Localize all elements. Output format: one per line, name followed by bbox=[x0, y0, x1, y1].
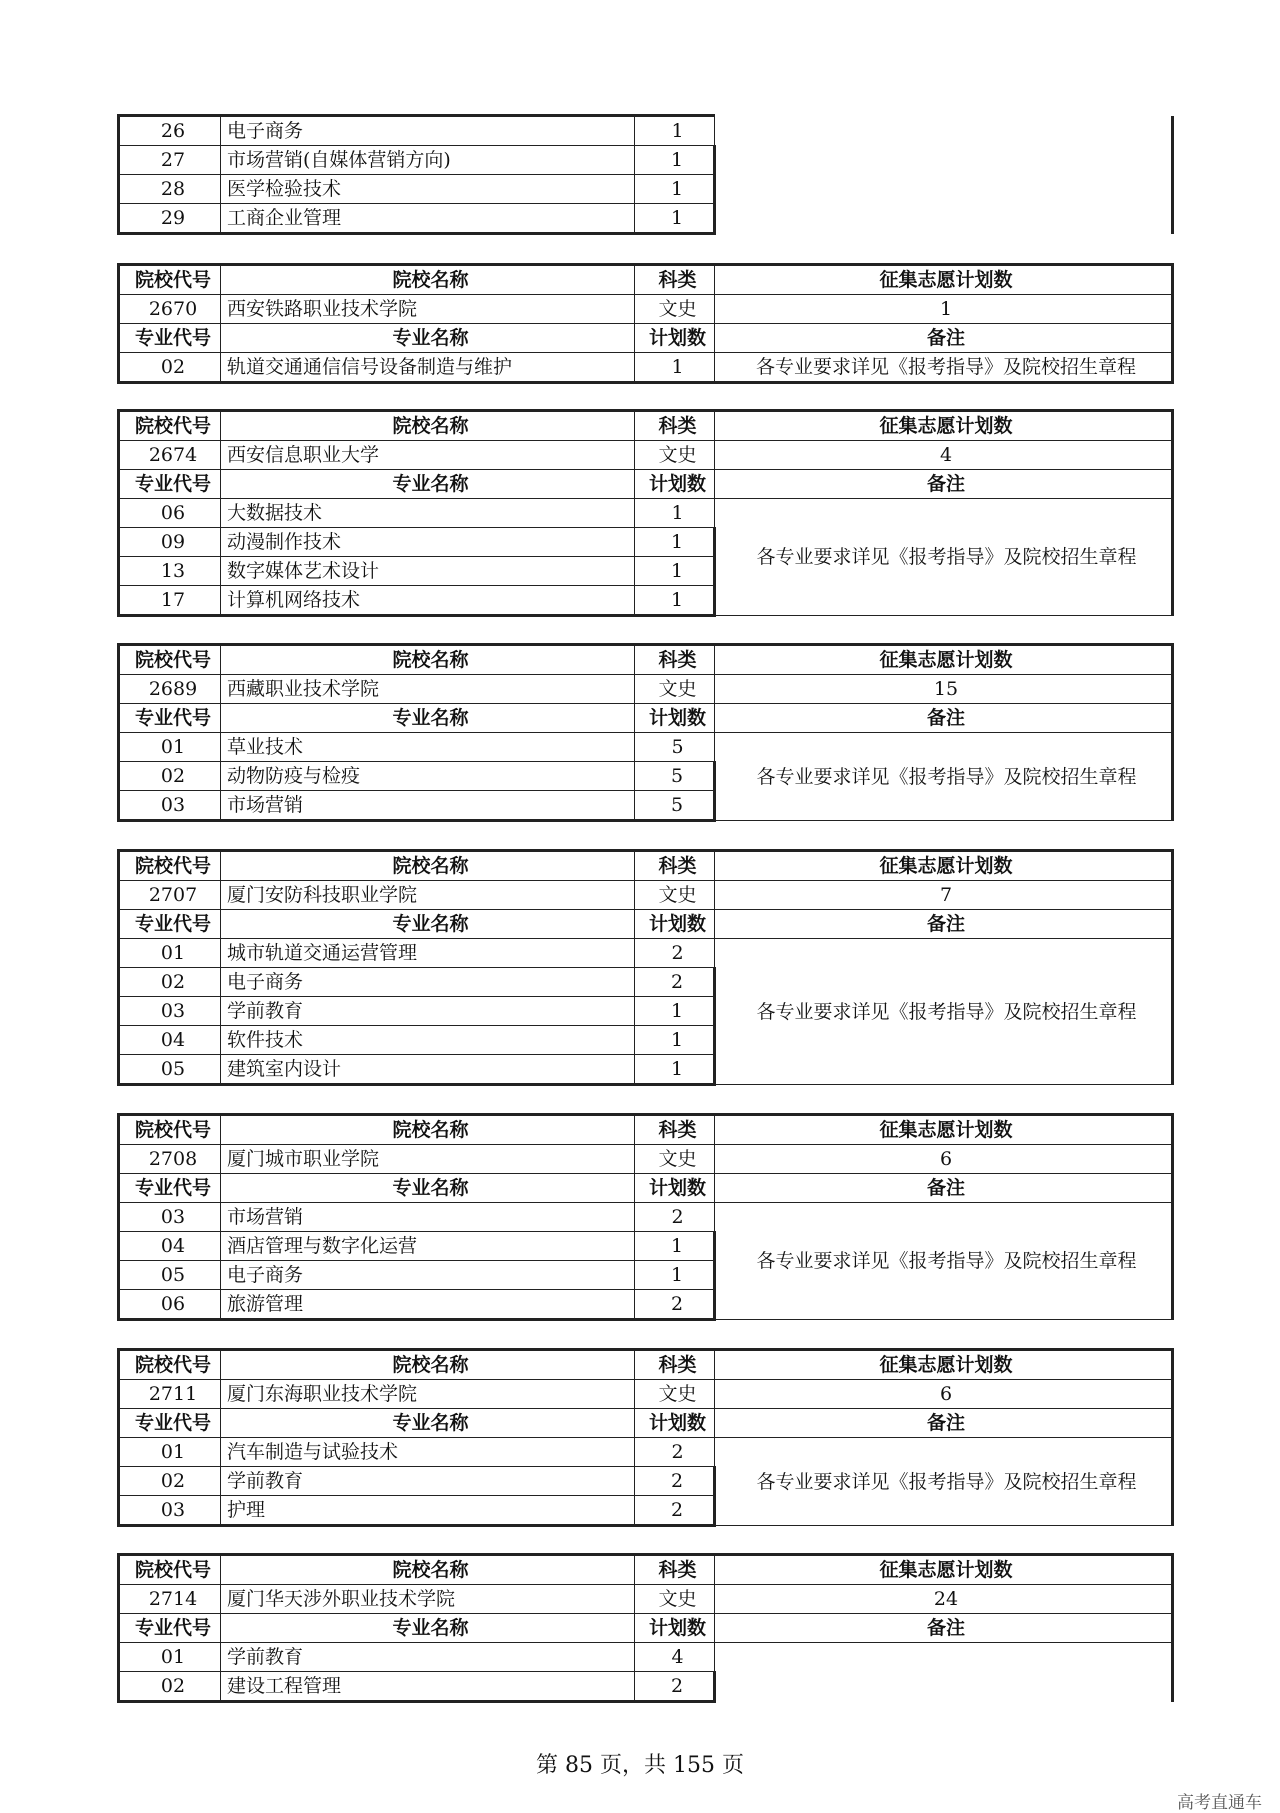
major-count: 1 bbox=[635, 204, 715, 234]
school-plan-total: 1 bbox=[715, 295, 1173, 324]
major-name: 电子商务 bbox=[221, 116, 635, 146]
major-code: 04 bbox=[119, 1026, 221, 1055]
header-category: 科类 bbox=[635, 1350, 715, 1380]
header-plan-count: 计划数 bbox=[635, 910, 715, 939]
header-category: 科类 bbox=[635, 1555, 715, 1585]
major-name: 学前教育 bbox=[221, 997, 635, 1026]
header-school-code: 院校代号 bbox=[119, 851, 221, 881]
major-name: 酒店管理与数字化运营 bbox=[221, 1232, 635, 1261]
school-category: 文史 bbox=[635, 1585, 715, 1614]
major-name: 市场营销 bbox=[221, 1203, 635, 1232]
header-major-code: 专业代号 bbox=[119, 324, 221, 353]
header-major-name: 专业名称 bbox=[221, 704, 635, 733]
table-row bbox=[119, 704, 1173, 733]
header-major-code: 专业代号 bbox=[119, 1409, 221, 1438]
header-remarks: 备注 bbox=[715, 1409, 1173, 1438]
school-name: 厦门华天涉外职业技术学院 bbox=[221, 1585, 635, 1614]
school-code: 2670 bbox=[119, 295, 221, 324]
major-code: 29 bbox=[119, 204, 221, 234]
major-count: 2 bbox=[635, 968, 715, 997]
major-name: 市场营销(自媒体营销方向) bbox=[221, 146, 635, 175]
major-code: 06 bbox=[119, 1290, 221, 1320]
table-row bbox=[119, 1380, 1173, 1409]
table-row bbox=[119, 470, 1173, 499]
major-count: 1 bbox=[635, 997, 715, 1026]
major-count: 2 bbox=[635, 1290, 715, 1320]
school-name: 厦门安防科技职业学院 bbox=[221, 881, 635, 910]
continuation-table bbox=[117, 114, 1174, 235]
major-count: 2 bbox=[635, 1467, 715, 1496]
school-table bbox=[117, 263, 1174, 384]
major-name: 学前教育 bbox=[221, 1643, 635, 1672]
major-code: 26 bbox=[119, 116, 221, 146]
watermark: 高考直通车 bbox=[1177, 1793, 1262, 1813]
major-count: 1 bbox=[635, 116, 715, 146]
header-school-code: 院校代号 bbox=[119, 265, 221, 295]
major-name: 建筑室内设计 bbox=[221, 1055, 635, 1085]
header-school-name: 院校名称 bbox=[221, 1115, 635, 1145]
major-code: 03 bbox=[119, 1496, 221, 1526]
school-plan-total: 7 bbox=[715, 881, 1173, 910]
header-plan-total: 征集志愿计划数 bbox=[715, 1350, 1173, 1380]
school-table bbox=[117, 1348, 1174, 1527]
header-school-name: 院校名称 bbox=[221, 411, 635, 441]
header-school-code: 院校代号 bbox=[119, 1350, 221, 1380]
table-row bbox=[119, 1585, 1173, 1614]
school-plan-total: 4 bbox=[715, 441, 1173, 470]
table-row bbox=[119, 1115, 1173, 1145]
table-row bbox=[119, 499, 1173, 528]
header-remarks: 备注 bbox=[715, 1614, 1173, 1643]
major-count: 1 bbox=[635, 1261, 715, 1290]
major-code: 17 bbox=[119, 586, 221, 616]
table-row bbox=[119, 675, 1173, 704]
major-name: 城市轨道交通运营管理 bbox=[221, 939, 635, 968]
school-code: 2707 bbox=[119, 881, 221, 910]
school-name: 厦门东海职业技术学院 bbox=[221, 1380, 635, 1409]
header-school-code: 院校代号 bbox=[119, 411, 221, 441]
school-category: 文史 bbox=[635, 295, 715, 324]
major-code: 01 bbox=[119, 733, 221, 762]
school-name: 西藏职业技术学院 bbox=[221, 675, 635, 704]
major-code: 02 bbox=[119, 1672, 221, 1702]
major-count: 1 bbox=[635, 586, 715, 616]
major-name: 建设工程管理 bbox=[221, 1672, 635, 1702]
major-name: 护理 bbox=[221, 1496, 635, 1526]
major-count: 1 bbox=[635, 499, 715, 528]
header-remarks: 备注 bbox=[715, 910, 1173, 939]
table-row bbox=[119, 1174, 1173, 1203]
school-plan-total: 24 bbox=[715, 1585, 1173, 1614]
header-major-code: 专业代号 bbox=[119, 910, 221, 939]
major-code: 27 bbox=[119, 146, 221, 175]
header-plan-total: 征集志愿计划数 bbox=[715, 1115, 1173, 1145]
remarks-note: 各专业要求详见《报考指导》及院校招生章程 bbox=[715, 499, 1173, 616]
major-count: 2 bbox=[635, 1203, 715, 1232]
major-name: 软件技术 bbox=[221, 1026, 635, 1055]
header-major-code: 专业代号 bbox=[119, 1174, 221, 1203]
school-code: 2674 bbox=[119, 441, 221, 470]
remarks-note: 各专业要求详见《报考指导》及院校招生章程 bbox=[715, 353, 1173, 383]
header-remarks: 备注 bbox=[715, 1174, 1173, 1203]
header-major-code: 专业代号 bbox=[119, 470, 221, 499]
major-name: 草业技术 bbox=[221, 733, 635, 762]
table-row bbox=[119, 1350, 1173, 1380]
remarks-note: 各专业要求详见《报考指导》及院校招生章程 bbox=[715, 939, 1173, 1085]
major-code: 05 bbox=[119, 1055, 221, 1085]
table-row bbox=[119, 1438, 1173, 1467]
header-remarks: 备注 bbox=[715, 470, 1173, 499]
school-code: 2711 bbox=[119, 1380, 221, 1409]
header-major-name: 专业名称 bbox=[221, 1174, 635, 1203]
major-name: 数字媒体艺术设计 bbox=[221, 557, 635, 586]
header-plan-total: 征集志愿计划数 bbox=[715, 265, 1173, 295]
table-row bbox=[119, 881, 1173, 910]
header-category: 科类 bbox=[635, 851, 715, 881]
table-row bbox=[119, 411, 1173, 441]
table-row bbox=[119, 116, 1173, 146]
header-major-code: 专业代号 bbox=[119, 1614, 221, 1643]
major-count: 1 bbox=[635, 146, 715, 175]
major-code: 02 bbox=[119, 762, 221, 791]
major-name: 医学检验技术 bbox=[221, 175, 635, 204]
major-code: 28 bbox=[119, 175, 221, 204]
header-school-code: 院校代号 bbox=[119, 645, 221, 675]
major-count: 4 bbox=[635, 1643, 715, 1672]
table-row bbox=[119, 1643, 1173, 1672]
school-category: 文史 bbox=[635, 441, 715, 470]
major-count: 1 bbox=[635, 557, 715, 586]
school-code: 2689 bbox=[119, 675, 221, 704]
major-code: 13 bbox=[119, 557, 221, 586]
major-code: 01 bbox=[119, 939, 221, 968]
table-row bbox=[119, 1145, 1173, 1174]
school-code: 2708 bbox=[119, 1145, 221, 1174]
major-name: 学前教育 bbox=[221, 1467, 635, 1496]
major-name: 汽车制造与试验技术 bbox=[221, 1438, 635, 1467]
header-plan-total: 征集志愿计划数 bbox=[715, 1555, 1173, 1585]
school-category: 文史 bbox=[635, 675, 715, 704]
table-row bbox=[119, 295, 1173, 324]
major-name: 市场营销 bbox=[221, 791, 635, 821]
remarks-empty bbox=[715, 1643, 1173, 1702]
header-school-name: 院校名称 bbox=[221, 645, 635, 675]
school-code: 2714 bbox=[119, 1585, 221, 1614]
school-name: 厦门城市职业学院 bbox=[221, 1145, 635, 1174]
major-code: 02 bbox=[119, 1467, 221, 1496]
header-remarks: 备注 bbox=[715, 704, 1173, 733]
major-count: 5 bbox=[635, 733, 715, 762]
header-school-code: 院校代号 bbox=[119, 1115, 221, 1145]
page-footer: 第 85 页，共 155 页 bbox=[536, 1753, 744, 1778]
table-row bbox=[119, 324, 1173, 353]
school-name: 西安信息职业大学 bbox=[221, 441, 635, 470]
major-code: 06 bbox=[119, 499, 221, 528]
major-name: 大数据技术 bbox=[221, 499, 635, 528]
school-plan-total: 6 bbox=[715, 1380, 1173, 1409]
major-count: 5 bbox=[635, 791, 715, 821]
header-major-name: 专业名称 bbox=[221, 1614, 635, 1643]
school-table bbox=[117, 409, 1174, 617]
header-school-name: 院校名称 bbox=[221, 1555, 635, 1585]
header-major-name: 专业名称 bbox=[221, 1409, 635, 1438]
major-count: 2 bbox=[635, 1438, 715, 1467]
table-row bbox=[119, 733, 1173, 762]
table-row bbox=[119, 1203, 1173, 1232]
major-count: 1 bbox=[635, 353, 715, 383]
major-code: 01 bbox=[119, 1438, 221, 1467]
school-name: 西安铁路职业技术学院 bbox=[221, 295, 635, 324]
header-plan-total: 征集志愿计划数 bbox=[715, 851, 1173, 881]
table-row bbox=[119, 1614, 1173, 1643]
header-category: 科类 bbox=[635, 645, 715, 675]
major-code: 01 bbox=[119, 1643, 221, 1672]
school-table bbox=[117, 849, 1174, 1086]
major-name: 动物防疫与检疫 bbox=[221, 762, 635, 791]
header-plan-count: 计划数 bbox=[635, 1174, 715, 1203]
major-code: 03 bbox=[119, 791, 221, 821]
header-category: 科类 bbox=[635, 411, 715, 441]
major-count: 2 bbox=[635, 1496, 715, 1526]
major-code: 03 bbox=[119, 997, 221, 1026]
remarks-empty bbox=[715, 116, 1173, 234]
header-school-name: 院校名称 bbox=[221, 265, 635, 295]
school-plan-total: 15 bbox=[715, 675, 1173, 704]
remarks-note: 各专业要求详见《报考指导》及院校招生章程 bbox=[715, 1438, 1173, 1526]
major-count: 1 bbox=[635, 528, 715, 557]
school-category: 文史 bbox=[635, 1145, 715, 1174]
major-name: 轨道交通通信信号设备制造与维护 bbox=[221, 353, 635, 383]
header-school-name: 院校名称 bbox=[221, 851, 635, 881]
major-code: 05 bbox=[119, 1261, 221, 1290]
major-code: 02 bbox=[119, 353, 221, 383]
header-category: 科类 bbox=[635, 265, 715, 295]
header-plan-count: 计划数 bbox=[635, 704, 715, 733]
major-count: 1 bbox=[635, 1055, 715, 1085]
header-plan-total: 征集志愿计划数 bbox=[715, 645, 1173, 675]
header-plan-count: 计划数 bbox=[635, 470, 715, 499]
header-major-name: 专业名称 bbox=[221, 324, 635, 353]
header-remarks: 备注 bbox=[715, 324, 1173, 353]
header-plan-count: 计划数 bbox=[635, 1614, 715, 1643]
table-row bbox=[119, 1555, 1173, 1585]
major-name: 动漫制作技术 bbox=[221, 528, 635, 557]
school-table bbox=[117, 1113, 1174, 1321]
header-school-code: 院校代号 bbox=[119, 1555, 221, 1585]
school-table bbox=[117, 1553, 1174, 1703]
header-plan-count: 计划数 bbox=[635, 1409, 715, 1438]
major-name: 计算机网络技术 bbox=[221, 586, 635, 616]
header-major-name: 专业名称 bbox=[221, 470, 635, 499]
school-category: 文史 bbox=[635, 1380, 715, 1409]
major-name: 旅游管理 bbox=[221, 1290, 635, 1320]
remarks-note: 各专业要求详见《报考指导》及院校招生章程 bbox=[715, 1203, 1173, 1320]
table-row bbox=[119, 441, 1173, 470]
major-count: 5 bbox=[635, 762, 715, 791]
major-code: 04 bbox=[119, 1232, 221, 1261]
major-count: 1 bbox=[635, 1026, 715, 1055]
header-school-name: 院校名称 bbox=[221, 1350, 635, 1380]
major-code: 02 bbox=[119, 968, 221, 997]
major-name: 电子商务 bbox=[221, 1261, 635, 1290]
school-plan-total: 6 bbox=[715, 1145, 1173, 1174]
major-code: 09 bbox=[119, 528, 221, 557]
table-row bbox=[119, 1409, 1173, 1438]
major-name: 电子商务 bbox=[221, 968, 635, 997]
major-count: 2 bbox=[635, 1672, 715, 1702]
table-row bbox=[119, 265, 1173, 295]
major-name: 工商企业管理 bbox=[221, 204, 635, 234]
header-plan-total: 征集志愿计划数 bbox=[715, 411, 1173, 441]
header-plan-count: 计划数 bbox=[635, 324, 715, 353]
major-count: 1 bbox=[635, 1232, 715, 1261]
table-row bbox=[119, 910, 1173, 939]
major-code: 03 bbox=[119, 1203, 221, 1232]
table-row bbox=[119, 851, 1173, 881]
remarks-note: 各专业要求详见《报考指导》及院校招生章程 bbox=[715, 733, 1173, 821]
school-table bbox=[117, 643, 1174, 822]
major-count: 2 bbox=[635, 939, 715, 968]
header-major-name: 专业名称 bbox=[221, 910, 635, 939]
major-count: 1 bbox=[635, 175, 715, 204]
header-category: 科类 bbox=[635, 1115, 715, 1145]
table-row bbox=[119, 939, 1173, 968]
header-major-code: 专业代号 bbox=[119, 704, 221, 733]
table-row bbox=[119, 353, 1173, 383]
school-category: 文史 bbox=[635, 881, 715, 910]
table-row bbox=[119, 645, 1173, 675]
